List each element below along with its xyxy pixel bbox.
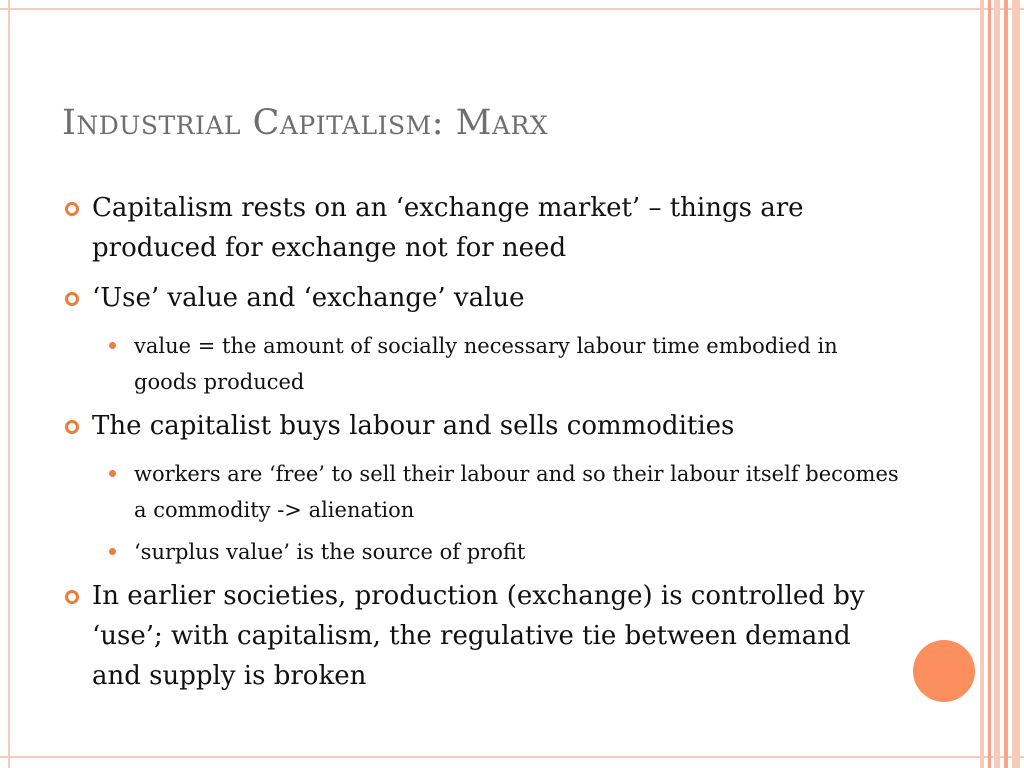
- bullet-item: [62, 188, 902, 268]
- sub-bullet-item: [62, 534, 902, 570]
- slide-title: Industrial Capitalism: Marx: [62, 103, 549, 143]
- stripe: [980, 0, 984, 768]
- decorative-circle: [913, 640, 975, 702]
- bullet-text: Capitalism rests on an ‘exchange market’ – things are produced for exchange not for need: [92, 193, 804, 263]
- bullet-dot-icon: [109, 548, 116, 555]
- bullet-item: [62, 278, 902, 318]
- stripe: [1012, 0, 1020, 768]
- bullet-ring-icon: [65, 292, 79, 306]
- bullet-text: In earlier societies, production (exchange) is controlled by ‘use’; with capitalism, the regulative tie between demand and supply is broken: [92, 581, 865, 691]
- sub-bullet-text: ‘surplus value’ is the source of profit: [134, 540, 526, 564]
- border-line-top: [0, 8, 1024, 10]
- bullet-text: The capitalist buys labour and sells commodities: [92, 411, 735, 441]
- stripe: [1004, 0, 1008, 768]
- bullet-ring-icon: [65, 420, 79, 434]
- border-line-bottom: [0, 756, 1024, 758]
- bullet-dot-icon: [109, 342, 116, 349]
- sub-bullet-item: [62, 456, 902, 528]
- bullet-ring-icon: [65, 590, 79, 604]
- sub-bullet-item: [62, 328, 902, 400]
- bullet-text: ‘Use’ value and ‘exchange’ value: [92, 283, 525, 313]
- bullet-dot-icon: [109, 470, 116, 477]
- bullet-ring-icon: [65, 202, 79, 216]
- sub-bullet-text: value = the amount of socially necessary labour time embodied in goods produced: [134, 334, 838, 394]
- stripe: [994, 0, 1000, 768]
- bullet-item: [62, 576, 902, 696]
- bullet-list: [62, 188, 902, 706]
- decorative-stripes: [976, 0, 1024, 768]
- bullet-item: [62, 406, 902, 446]
- stripe: [988, 0, 991, 768]
- sub-bullet-text: workers are ‘free’ to sell their labour and so their labour itself becomes a commodity -> alienation: [134, 462, 899, 522]
- border-line-left: [8, 0, 10, 768]
